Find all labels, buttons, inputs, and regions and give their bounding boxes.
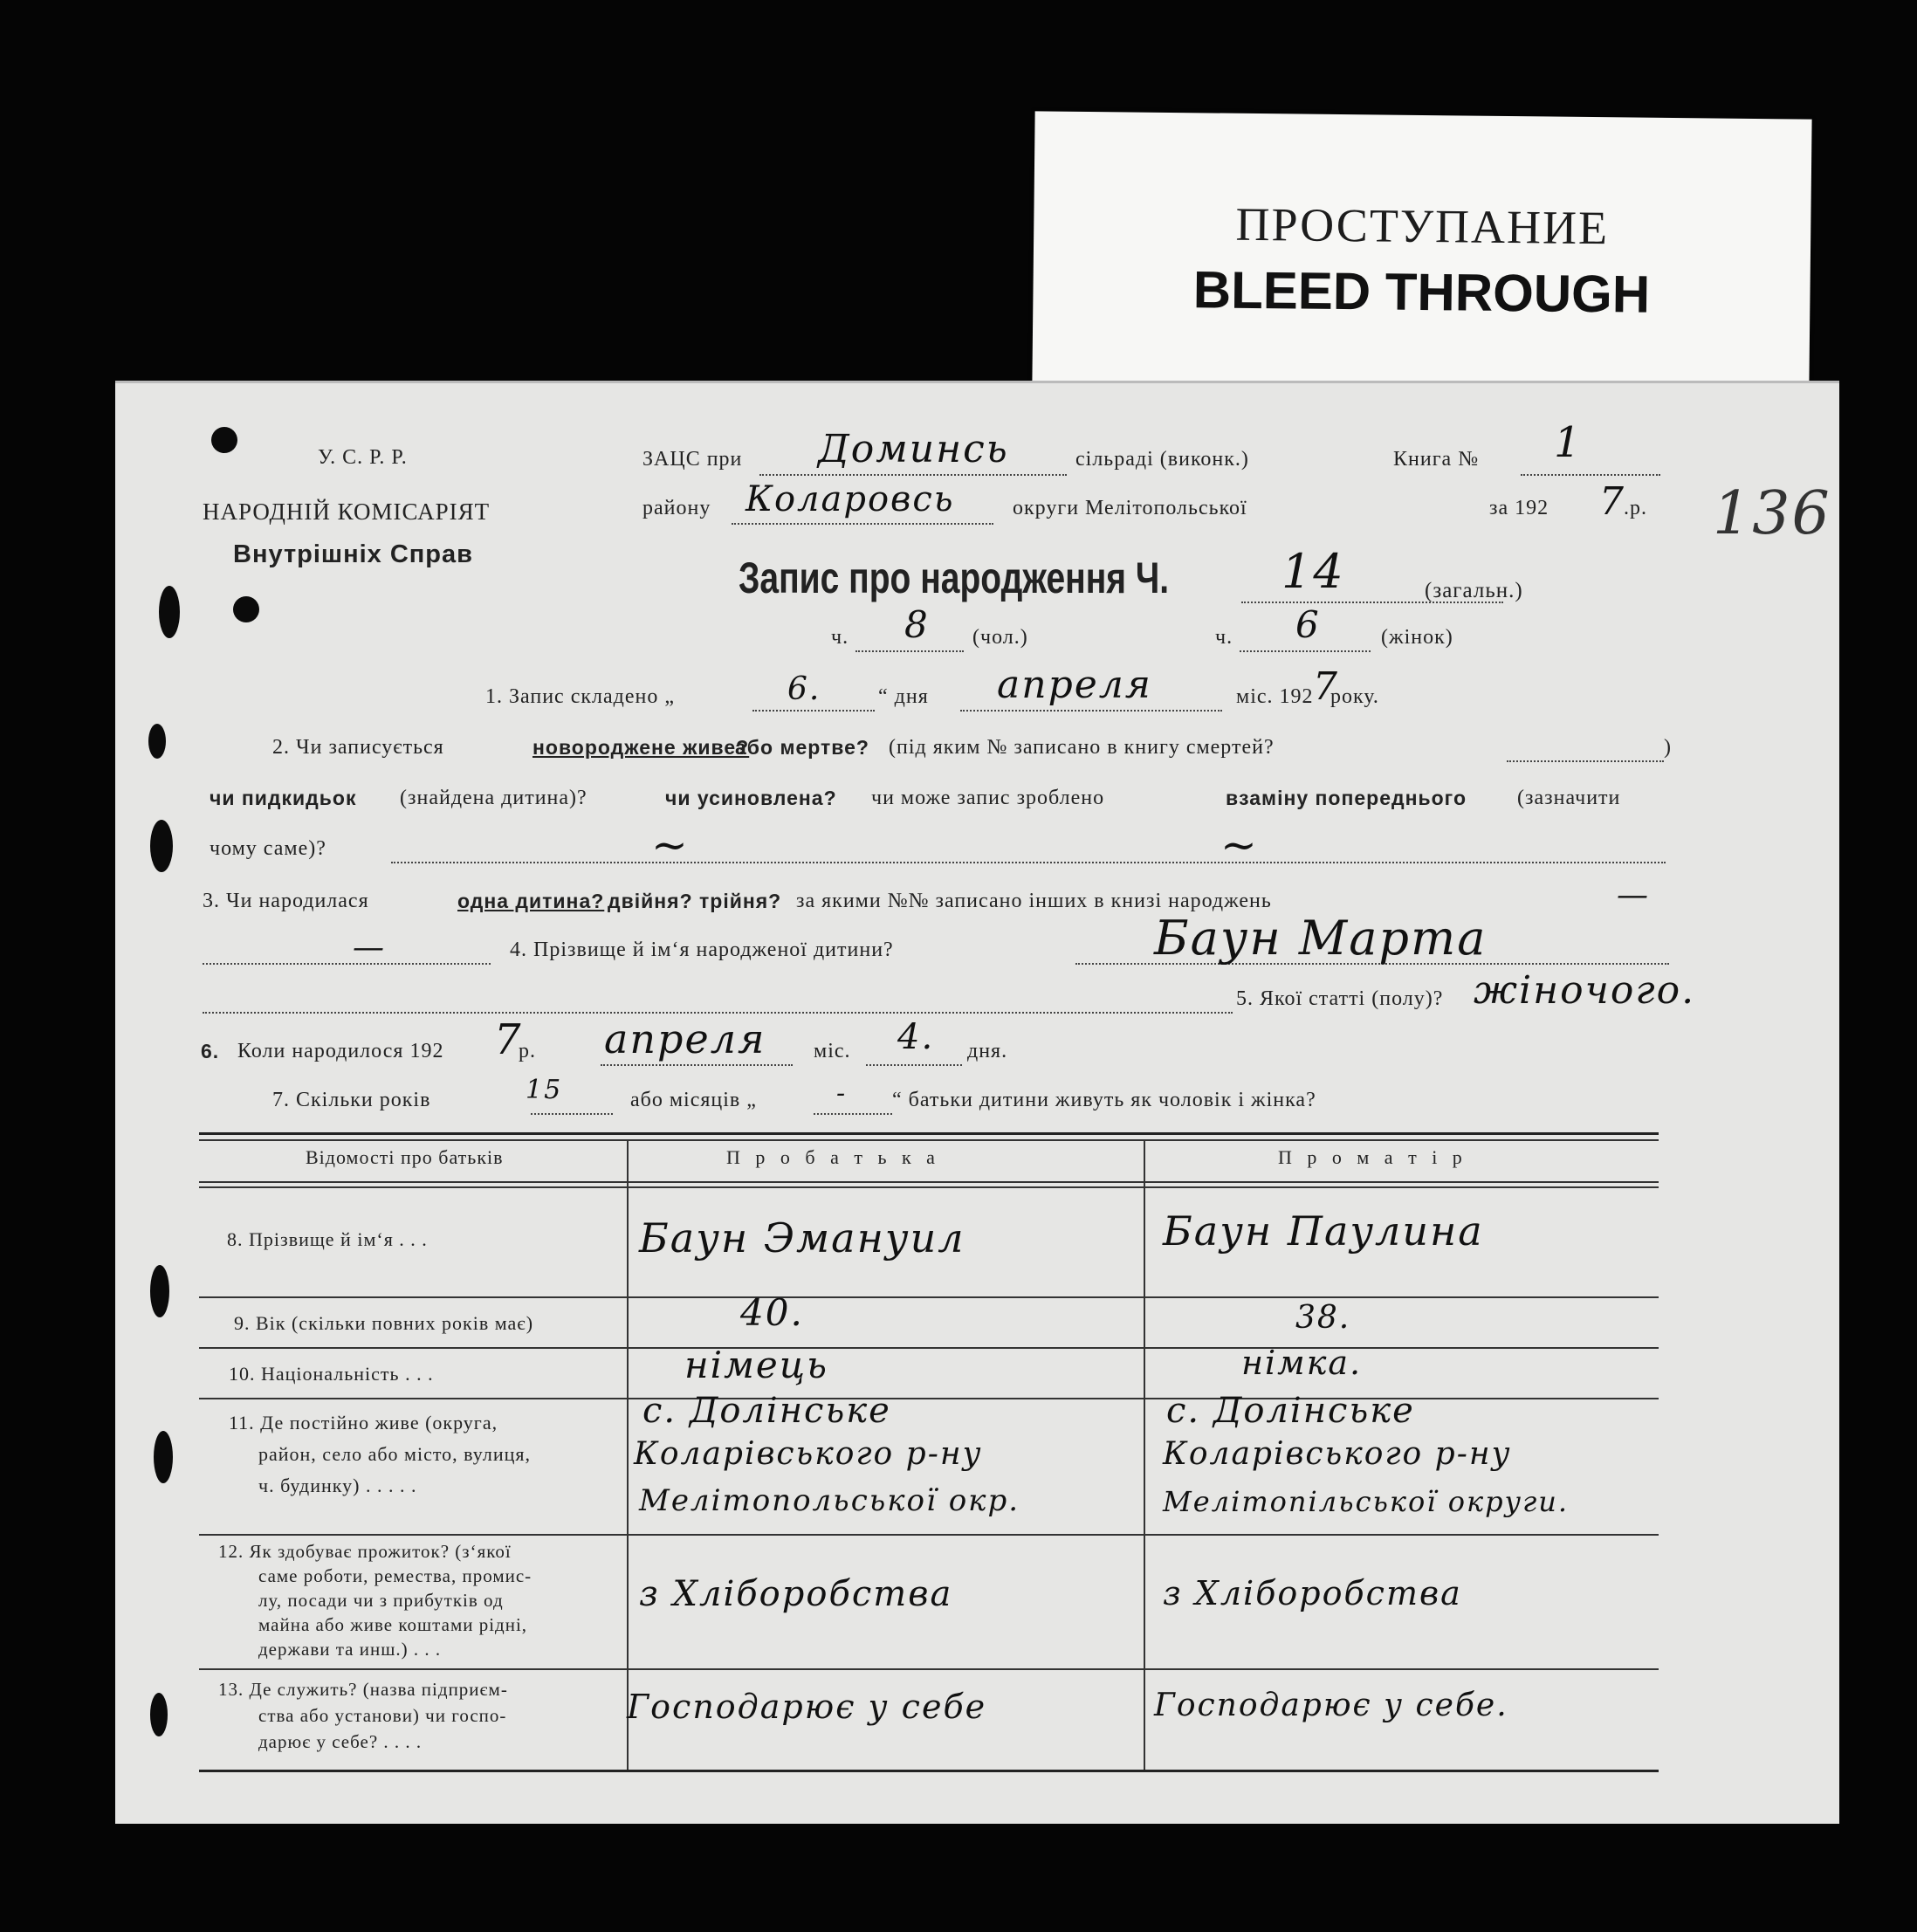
raion-line xyxy=(732,523,993,525)
zags-line xyxy=(759,474,1067,476)
q1-day-value: 6. xyxy=(787,671,821,707)
q2-alive: новороджене живе? xyxy=(532,736,750,759)
table-header-mother: П р о м а т і р xyxy=(1278,1146,1467,1168)
table-top-rule-2 xyxy=(199,1139,1659,1141)
row-11-label-1: 11. Де постійно живе (округа, xyxy=(229,1412,498,1434)
label-line-english: BLEED THROUGH xyxy=(1192,260,1651,324)
row-11-mother-3: Мелітопільської округи. xyxy=(1163,1485,1570,1518)
row-13-label-1: 13. Де служить? (назва підприєм- xyxy=(218,1679,508,1700)
commissariat-label: НАРОДНІЙ КОМІСАРІЯТ xyxy=(203,498,491,525)
q3-rest: за якими №№ записано інших в книзі народжень xyxy=(796,890,1272,912)
q2-death-book-line xyxy=(1507,760,1664,762)
q3-twins: двійня? трійня? xyxy=(608,890,782,912)
row-13-label-2: ства або установи) чи госпо- xyxy=(258,1705,507,1726)
table-header-father: П р о б а т ь к а xyxy=(726,1146,940,1168)
row-12-label-1: 12. Як здобуває прожиток? (з‘якої xyxy=(218,1541,512,1562)
q6-day-value: 4. xyxy=(897,1017,935,1057)
q1-text: 1. Запис складено „ xyxy=(485,685,675,708)
table-header-rule xyxy=(199,1181,1659,1183)
q1-year-value: 7 xyxy=(1313,664,1339,709)
record-title: Запис про народження Ч. xyxy=(739,553,1170,602)
q7-text: 7. Скільки років xyxy=(272,1089,431,1111)
male-prefix: ч. xyxy=(831,626,849,649)
q6-month-line xyxy=(601,1064,793,1066)
q5-sex-value: жіночого. xyxy=(1474,968,1696,1013)
row-11-father-2: Коларівського р-ну xyxy=(634,1436,983,1472)
zags-suffix: сільраді (виконк.) xyxy=(1075,448,1249,471)
book-value: 1 xyxy=(1554,418,1583,467)
table-col-divider-1 xyxy=(627,1141,629,1770)
q2-dead: або мертве? xyxy=(735,736,869,759)
row-12-label-5: держави та инш.) . . . xyxy=(258,1639,442,1660)
row-10-rule xyxy=(199,1398,1659,1399)
q5-lead-line xyxy=(203,1012,1233,1014)
female-count-line xyxy=(1240,650,1371,652)
q2-rest: (під яким № записано в книгу смертей? xyxy=(889,736,1275,759)
q2-found-paren: (знайдена дитина)? xyxy=(400,787,587,809)
zags-prefix: ЗАЦС при xyxy=(642,448,743,471)
row-8-label: 8. Прізвище й ім‘я . . . xyxy=(227,1228,428,1250)
q3-dash: — xyxy=(1617,877,1650,913)
raion-suffix: округи Мелітопольської xyxy=(1013,497,1247,519)
q4-child-name: Баун Марта xyxy=(1154,911,1488,966)
punch-hole xyxy=(148,724,166,759)
book-prefix: Книга № xyxy=(1393,448,1480,471)
row-12-label-2: саме роботи, ремества, промис- xyxy=(258,1565,532,1586)
row-9-mother: 38. xyxy=(1295,1300,1351,1336)
bleed-through-label-card xyxy=(1032,111,1811,389)
row-8-rule xyxy=(199,1296,1659,1298)
male-label: (чол.) xyxy=(972,626,1028,649)
q1-end: року. xyxy=(1330,685,1379,708)
book-line xyxy=(1521,474,1660,476)
q2-foundling: чи пидкидьок xyxy=(210,787,357,809)
table-header-info: Відомості про батьків xyxy=(306,1146,504,1168)
row-12-label-3: лу, посади чи з прибутків од xyxy=(258,1590,504,1611)
raion-value: Коларовсь xyxy=(746,479,955,519)
q2-adopted: чи усиновлена? xyxy=(665,787,837,809)
q6-num: 6. xyxy=(201,1040,220,1062)
q6-end: дня. xyxy=(967,1040,1008,1062)
punch-hole xyxy=(211,427,237,453)
year-value: 7 xyxy=(1599,479,1625,524)
q2-why-line xyxy=(391,862,1666,863)
row-11-mother-2: Коларівського р-ну xyxy=(1163,1436,1512,1472)
general-label: (загальн.) xyxy=(1425,579,1523,602)
birth-record-form xyxy=(115,381,1839,1824)
punch-hole xyxy=(233,596,259,622)
q3-one: одна дитина? xyxy=(457,890,605,912)
q6-mis: міс. xyxy=(814,1040,851,1062)
zags-value: Доминсь xyxy=(818,427,1009,471)
q1-mis: міс. 192 xyxy=(1236,685,1314,708)
q7-months-value: - xyxy=(836,1078,848,1109)
row-11-label-2: район, село або місто, вулиця, xyxy=(258,1443,531,1465)
punch-hole xyxy=(150,1693,168,1736)
male-count-value: 8 xyxy=(904,603,930,646)
q2-why: чому саме)? xyxy=(210,837,326,860)
q6-month-value: апреля xyxy=(604,1015,766,1062)
q7-or-months: або місяців „ xyxy=(630,1089,757,1111)
ussr-label: У. С. Р. Р. xyxy=(318,446,408,469)
row-11-label-3: ч. будинку) . . . . . xyxy=(258,1475,417,1496)
internal-affairs-label: Внутрішніх Справ xyxy=(233,540,473,568)
punch-hole xyxy=(150,820,173,872)
q3-numbers-line xyxy=(203,963,491,965)
row-12-label-4: майна або живе коштами рідні, xyxy=(258,1614,528,1635)
row-10-father: німець xyxy=(684,1344,828,1386)
row-12-father: з Хліборобства xyxy=(639,1574,953,1614)
label-line-russian: ПРОСТУПАНИЕ xyxy=(1235,197,1610,255)
record-number-value: 14 xyxy=(1281,544,1345,599)
year-suffix: .р. xyxy=(1624,497,1647,519)
row-12-mother: з Хліборобства xyxy=(1163,1574,1462,1612)
female-prefix: ч. xyxy=(1215,626,1233,649)
row-11-mother-1: с. Долінське xyxy=(1166,1391,1415,1431)
q2-note: (зазначити xyxy=(1517,787,1621,809)
punch-hole xyxy=(159,586,180,638)
q7-rest: “ батьки дитини живуть як чоловік і жінка? xyxy=(892,1089,1316,1111)
male-count-line xyxy=(855,650,964,652)
table-bottom-rule xyxy=(199,1770,1659,1772)
row-8-father: Баун Эмануил xyxy=(639,1214,965,1262)
row-10-label: 10. Національність . . . xyxy=(229,1363,434,1385)
row-12-rule xyxy=(199,1668,1659,1670)
q7-years-line xyxy=(531,1113,613,1115)
row-9-rule xyxy=(199,1347,1659,1349)
q6-day-line xyxy=(866,1064,962,1066)
raion-prefix: району xyxy=(642,497,711,519)
row-13-father: Господарює у себе xyxy=(627,1688,987,1726)
row-10-mother: німка. xyxy=(1241,1344,1363,1382)
q2-dash-2: ~ xyxy=(1220,820,1259,870)
q2-num: 2. Чи записується xyxy=(272,736,444,759)
table-top-rule xyxy=(199,1132,1659,1135)
row-9-father: 40. xyxy=(740,1291,804,1334)
row-13-label-3: дарює у себе? . . . . xyxy=(258,1731,423,1752)
archive-sheet-number: 136 xyxy=(1713,479,1831,548)
q1-day-line xyxy=(752,710,875,712)
q1-month-value: апреля xyxy=(997,663,1152,707)
q3-num: 3. Чи народилася xyxy=(203,890,369,912)
q7-years-value: 15 xyxy=(526,1075,563,1105)
q6-text: Коли народилося 192 xyxy=(237,1040,444,1062)
q3-dash-2: — xyxy=(353,930,386,966)
q2-close: ) xyxy=(1664,736,1672,759)
row-13-mother: Господарює у себе. xyxy=(1154,1688,1508,1723)
q6-r: р. xyxy=(519,1040,536,1062)
punch-hole xyxy=(150,1265,169,1317)
row-11-father-1: с. Долінське xyxy=(642,1391,891,1431)
row-11-rule xyxy=(199,1534,1659,1536)
year-prefix: за 192 xyxy=(1489,497,1549,519)
row-8-mother: Баун Паулина xyxy=(1163,1207,1484,1255)
table-col-divider-2 xyxy=(1144,1141,1145,1770)
female-label: (жінок) xyxy=(1381,626,1453,649)
q1-month-line xyxy=(960,710,1222,712)
row-11-father-3: Мелітопольської окр. xyxy=(639,1483,1020,1518)
female-count-value: 6 xyxy=(1295,603,1321,646)
q2-maybe: чи може запис зроблено xyxy=(871,787,1105,809)
table-header-rule-2 xyxy=(199,1186,1659,1188)
punch-hole xyxy=(154,1431,173,1483)
q1-mid: “ дня xyxy=(878,685,929,708)
q7-months-line xyxy=(814,1113,892,1115)
q2-dash-1: ~ xyxy=(651,820,690,870)
q6-year-value: 7 xyxy=(494,1015,523,1064)
row-9-label: 9. Вік (скільки повних років має) xyxy=(234,1312,534,1334)
q4-text: 4. Прізвище й ім‘я народженої дитини? xyxy=(510,938,894,961)
q5-text: 5. Якої статті (полу)? xyxy=(1236,987,1444,1010)
q2-instead: взаміну попереднього xyxy=(1226,787,1467,809)
